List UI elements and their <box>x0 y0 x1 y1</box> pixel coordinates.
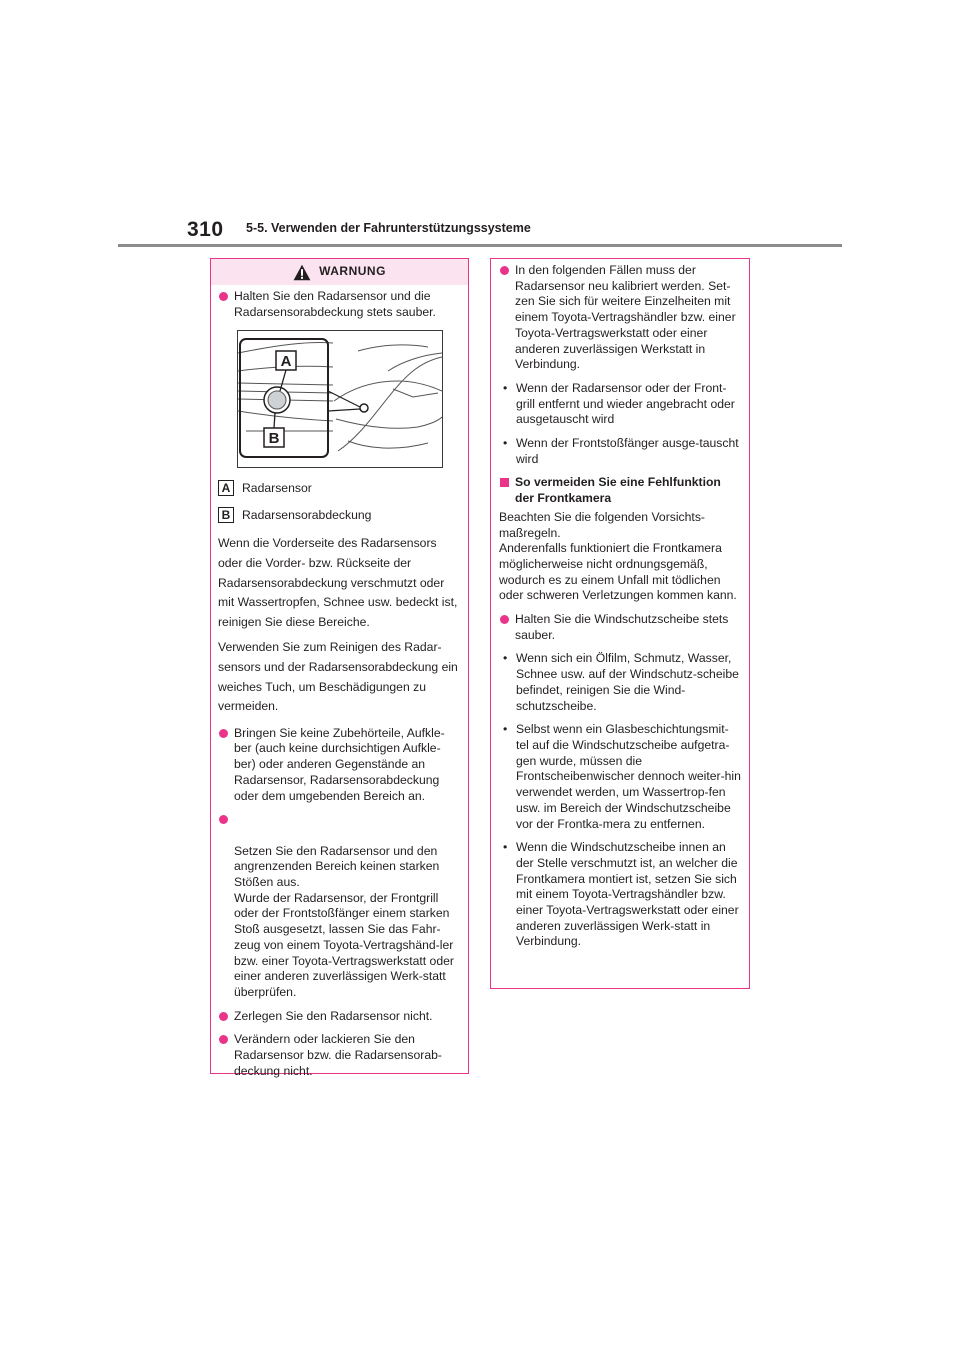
dash-bullet-icon: • <box>503 380 508 395</box>
paragraph-soft-cloth: Verwenden Sie zum Reinigen des Radar-sensors und der Radarsensorabdeckung ein weiches Tuch, um Beschädigungen zu vermeiden. <box>218 640 458 714</box>
case-item <box>499 651 741 714</box>
case-item <box>499 722 741 832</box>
case-text: Wenn der Radarsensor oder der Front-grill entfernt und wieder angebracht oder ausgetauscht wird <box>516 380 735 427</box>
bullet-text: Zerlegen Sie den Radarsensor nicht. <box>234 1008 433 1023</box>
section-heading <box>499 475 741 506</box>
radar-sensor-illustration <box>238 331 442 467</box>
info-box <box>490 258 750 989</box>
radar-sensor-figure <box>237 330 443 468</box>
bullet-no-accessories <box>218 726 461 805</box>
square-bullet-icon <box>500 478 509 487</box>
callout-b <box>264 428 284 447</box>
dash-bullet-icon: • <box>503 840 508 855</box>
legend-text: Radarsensorabdeckung <box>242 507 372 522</box>
bullet-no-modification <box>218 1032 461 1079</box>
warning-header <box>211 259 468 285</box>
case-text: Wenn die Windschutzscheibe innen an der Stelle verschmutzt ist, an welcher die Frontkamera montiert ist, setzen Sie sich mit einem Toyota-Vertragshändler bzw. einer Toyota-Vertragswerkstatt oder einer anderen zuverlässigen Werk-statt in Verbindung. <box>516 840 739 949</box>
warning-icon <box>293 264 311 281</box>
label-b-icon: B <box>218 507 234 523</box>
bullet-text: Bringen Sie keine Zubehörteile, Aufkle-ber (auch keine durchsichtigen Aufkle-ber) oder anderen Gegenstände an Radarsensor, Radarsensorabdeckung oder dem umgebenden Bereich an. <box>234 725 445 803</box>
bullet-keep-clean <box>218 289 461 320</box>
bullet-no-disassembly <box>218 1009 461 1025</box>
bullet-text: Verändern oder lackieren Sie den Radarsensor bzw. die Radarsensorab-deckung nicht. <box>234 1032 442 1078</box>
legend-radar-sensor <box>218 479 461 497</box>
header-rule <box>118 244 842 247</box>
case-item <box>499 381 741 428</box>
bullet-text: Halten Sie die Windschutzscheibe stets sauber. <box>515 612 729 642</box>
bullet-dot-icon <box>219 292 228 301</box>
svg-text:A: A <box>280 353 292 371</box>
warning-box <box>210 258 469 1078</box>
case-item <box>499 840 741 950</box>
case-text: Selbst wenn ein Glasbeschichtungsmit-tel auf die Windschutzscheibe aufgetra-gen wurde, müssen die Frontscheibenwischer dennoch weiter-hin verwendet werden, um Wassertrop-fen usw. im Bereich der Windschutzscheibe vor der Frontka-mera zu entfernen. <box>516 722 741 831</box>
bullet-dot-icon <box>219 729 228 738</box>
legend-radar-sensor-cover <box>218 506 461 524</box>
paragraph-intro: Beachten Sie die folgenden Vorsichts-maßregeln. Anderenfalls funktioniert die Frontkamera möglicherweise nicht ordnungsgemäß, wodurch es zu einem Unfall mit tödlichen oder schweren Verletzungen kommen kann. <box>499 509 737 603</box>
bullet-no-impacts <box>218 812 461 1000</box>
legend-text: Radarsensor <box>242 480 312 495</box>
bullet-dot-icon <box>219 1035 228 1044</box>
paragraph-clean-areas: Wenn die Vorderseite des Radarsensors oder die Vorder- bzw. Rückseite der Radarsensorabdeckung verschmutzt oder mit Wassertropfen, Schnee usw. bedeckt ist, reinigen Sie diese Bereiche. <box>218 536 458 629</box>
bullet-text: Setzen Sie den Radarsensor und den angrenzenden Bereich keinen starken Stößen aus. Wurde der Radarsensor, der Frontgrill oder der Frontstoßfänger einem starken Stoß ausgesetzt, lassen Sie das Fahr-zeug von einem Toyota-Vertragshänd-ler bzw. einer Toyota-Vertragswerkstatt oder einer anderen zuverlässigen Werk-statt überprüfen. <box>234 843 454 999</box>
bullet-dot-icon <box>219 815 228 824</box>
bullet-dot-icon <box>500 266 509 275</box>
bullet-text: Halten Sie den Radarsensor und die Radarsensorabdeckung stets sauber. <box>234 289 436 319</box>
bullet-dot-icon <box>500 615 509 624</box>
label-a-icon: A <box>218 480 234 496</box>
svg-text:B: B <box>268 430 280 448</box>
bullet-dot-icon <box>219 1012 228 1021</box>
case-item <box>499 436 741 467</box>
case-text: Wenn der Frontstoßfänger ausge-tauscht wird <box>516 436 739 466</box>
dash-bullet-icon: • <box>503 722 508 737</box>
page-number: 310 <box>187 218 224 241</box>
bullet-text: In den folgenden Fällen muss der Radarsensor neu kalibriert werden. Set-zen Sie sich für weitere Einzelheiten mit einem Toyota-Vertragshändler bzw. einer Toyota-Vertragswerkstatt oder einer anderen zuverlässigen Werkstatt in Verbindung. <box>515 263 736 372</box>
dash-bullet-icon: • <box>503 651 508 666</box>
bullet-windshield <box>499 612 741 643</box>
section-title: 5-5. Verwenden der Fahrunterstützungssysteme <box>246 221 531 235</box>
case-text: Wenn sich ein Ölfilm, Schmutz, Wasser, Schnee usw. auf der Windschutz-scheibe befindet, reinigen Sie die Wind-schutzscheibe. <box>516 651 739 713</box>
callout-a <box>276 351 296 370</box>
heading-text: So vermeiden Sie eine Fehlfunktion der Frontkamera <box>515 475 721 506</box>
bullet-recalibrate <box>499 263 741 373</box>
dash-bullet-icon: • <box>503 436 508 451</box>
warning-title: WARNUNG <box>319 264 386 279</box>
